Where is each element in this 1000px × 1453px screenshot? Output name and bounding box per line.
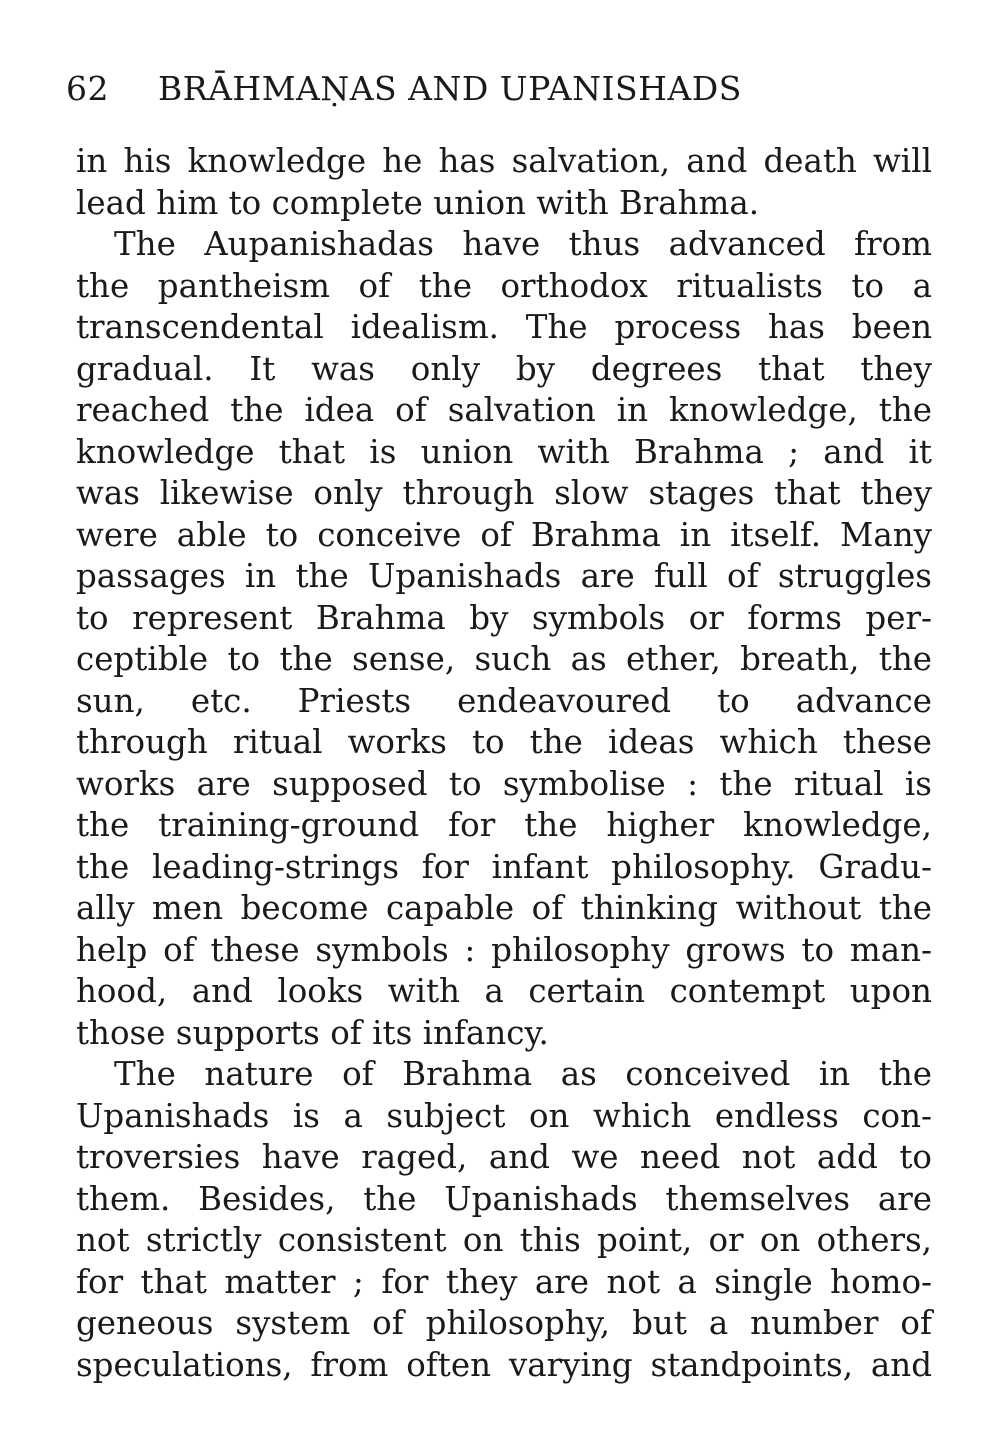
text-line: works are supposed to symbolise : the ritual is: [76, 764, 932, 803]
text-line: ceptible to the sense, such as ether, breath, the: [76, 640, 932, 678]
text-line: in his knowledge he has salvation, and death will: [76, 142, 932, 180]
text-line: not strictly consistent on this point, or on others,: [76, 1221, 932, 1259]
text-line: those supports of its infancy.: [76, 1013, 549, 1052]
text-line: them. Besides, the Upanishads themselves are: [76, 1179, 932, 1218]
running-title: BRĀHMAṆAS AND UPANISHADS: [158, 69, 742, 108]
text-line: speculations, from often varying standpoints, and: [76, 1345, 932, 1384]
text-line: knowledge that is union with Brahma ; and it: [76, 432, 932, 471]
text-line: the training-ground for the higher knowledge,: [76, 806, 932, 844]
text-line: to represent Brahma by symbols or forms per-: [76, 598, 932, 637]
page-number: 62: [66, 69, 109, 108]
text-line: help of these symbols : philosophy grows to man-: [76, 930, 932, 969]
text-line: The nature of Brahma as conceived in the: [114, 1055, 932, 1093]
text-line: reached the idea of salvation in knowledge, the: [76, 391, 932, 429]
text-line: ally men become capable of thinking without the: [76, 889, 932, 927]
text-line: the leading-strings for infant philosophy. Gradu-: [76, 847, 932, 886]
text-line: sun, etc. Priests endeavoured to advance: [76, 681, 932, 720]
text-line: through ritual works to the ideas which these: [76, 723, 932, 761]
text-line: the pantheism of the orthodox ritualists to a: [76, 266, 932, 305]
running-head: [66, 66, 926, 112]
text-line: gradual. It was only by degrees that they: [76, 349, 932, 388]
body-text: [76, 141, 932, 1386]
text-line: The Aupanishadas have thus advanced from: [114, 225, 932, 263]
text-line: for that matter ; for they are not a single homo-: [76, 1262, 932, 1301]
text-line: geneous system of philosophy, but a number of: [76, 1304, 932, 1342]
text-line: passages in the Upanishads are full of struggles: [76, 557, 932, 595]
text-line: lead him to complete union with Brahma.: [76, 183, 760, 222]
text-line: were able to conceive of Brahma in itself. Many: [76, 515, 932, 554]
text-line: transcendental idealism. The process has been: [76, 308, 932, 346]
text-line: was likewise only through slow stages that they: [76, 474, 932, 512]
text-line: troversies have raged, and we need not add to: [76, 1138, 932, 1176]
text-line: hood, and looks with a certain contempt upon: [76, 972, 932, 1010]
text-line: Upanishads is a subject on which endless con-: [76, 1096, 932, 1135]
